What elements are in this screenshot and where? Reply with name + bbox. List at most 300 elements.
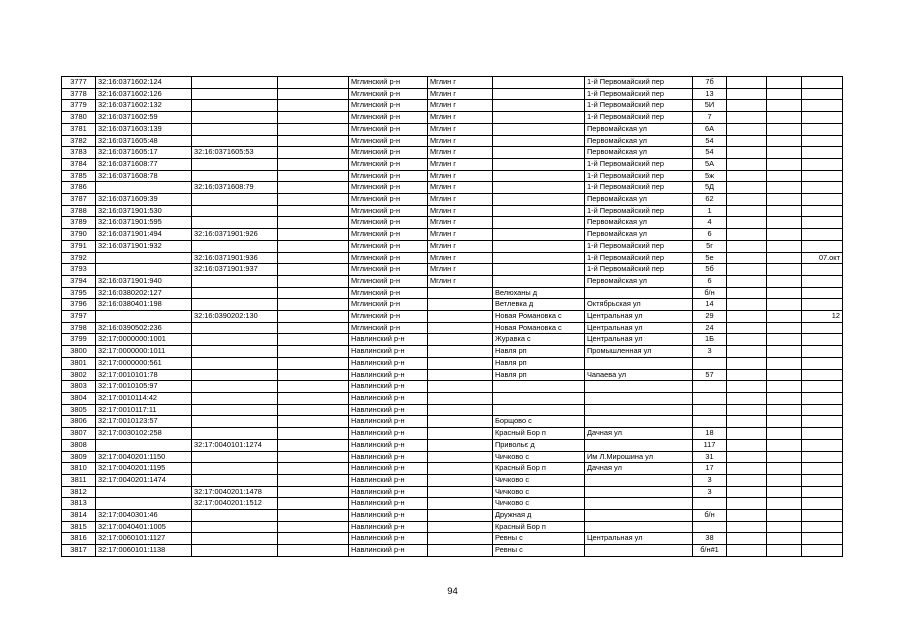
table-row (62, 88, 843, 100)
table-cell (493, 252, 585, 264)
table-cell (428, 498, 493, 510)
table-cell: 29 (693, 311, 727, 323)
table-cell: 3781 (62, 123, 96, 135)
table-cell: Центральная ул (585, 334, 693, 346)
table-cell: Мглин г (428, 240, 493, 252)
table-cell: Навлинский р-н (349, 334, 428, 346)
table-cell: 3793 (62, 264, 96, 276)
table-cell (727, 77, 767, 89)
table-row (62, 498, 843, 510)
table-cell: 3780 (62, 112, 96, 124)
table-cell (493, 135, 585, 147)
table-cell (493, 77, 585, 89)
table-cell (727, 545, 767, 557)
table-row (62, 158, 843, 170)
table-cell: 1-й Первомайский пер (585, 182, 693, 194)
table-row (62, 486, 843, 498)
table-cell (767, 357, 802, 369)
table-cell: Велюханы д (493, 287, 585, 299)
table-cell (767, 205, 802, 217)
table-cell: Привольє д (493, 439, 585, 451)
table-cell: Мглинский р-н (349, 264, 428, 276)
table-cell: Мглинский р-н (349, 158, 428, 170)
table-cell: 57 (693, 369, 727, 381)
table-cell: Мглинский р-н (349, 311, 428, 323)
table-cell (192, 112, 278, 124)
table-cell (493, 264, 585, 276)
table-cell: 32:16:0371901:530 (96, 205, 192, 217)
table-cell (802, 416, 843, 428)
table-cell (802, 194, 843, 206)
table-cell (585, 545, 693, 557)
table-cell (727, 510, 767, 522)
table-cell: Мглинский р-н (349, 112, 428, 124)
table-row (62, 346, 843, 358)
table-row (62, 533, 843, 545)
table-cell: 6 (693, 229, 727, 241)
table-cell: Мглин г (428, 229, 493, 241)
table-cell (192, 135, 278, 147)
table-cell: 1-й Первомайский пер (585, 264, 693, 276)
table-cell: 1-й Первомайский пер (585, 112, 693, 124)
table-cell (278, 381, 349, 393)
table-cell: 3801 (62, 357, 96, 369)
table-cell (802, 299, 843, 311)
table-cell: 3782 (62, 135, 96, 147)
table-cell (585, 486, 693, 498)
table-cell: 12 (802, 311, 843, 323)
table-cell (693, 357, 727, 369)
table-cell: 3810 (62, 463, 96, 475)
table-cell: 3 (693, 346, 727, 358)
table-cell (428, 439, 493, 451)
table-row (62, 123, 843, 135)
table-cell: 32:16:0371602:124 (96, 77, 192, 89)
table-cell: Красный Бор п (493, 428, 585, 440)
table-cell (727, 147, 767, 159)
table-cell: Мглинский р-н (349, 170, 428, 182)
table-cell: Мглинский р-н (349, 252, 428, 264)
table-cell (192, 451, 278, 463)
table-cell (802, 521, 843, 533)
table-cell (278, 521, 349, 533)
table-cell: Им Л.Мирошина ул (585, 451, 693, 463)
table-cell (727, 240, 767, 252)
table-cell (585, 439, 693, 451)
table-cell (493, 229, 585, 241)
table-cell (727, 194, 767, 206)
table-cell: 32:17:0000000:561 (96, 357, 192, 369)
table-cell (428, 451, 493, 463)
table-cell (802, 392, 843, 404)
table-cell (727, 275, 767, 287)
table-cell (727, 217, 767, 229)
table-cell: 32:16:0371901:936 (192, 252, 278, 264)
table-cell: Мглинский р-н (349, 194, 428, 206)
table-cell: 3813 (62, 498, 96, 510)
table-row (62, 100, 843, 112)
table-cell (278, 334, 349, 346)
table-cell (428, 322, 493, 334)
table-cell: 1 (693, 205, 727, 217)
table-cell (278, 357, 349, 369)
table-cell (767, 510, 802, 522)
table-cell (802, 229, 843, 241)
table-cell (767, 322, 802, 334)
table-row (62, 392, 843, 404)
table-cell: 32:17:0040301:46 (96, 510, 192, 522)
table-cell (802, 451, 843, 463)
table-cell (727, 381, 767, 393)
table-cell: 32:16:0371608:77 (96, 158, 192, 170)
table-cell: 4 (693, 217, 727, 229)
table-cell: Мглин г (428, 170, 493, 182)
table-cell (727, 334, 767, 346)
table-cell (428, 404, 493, 416)
table-cell (727, 346, 767, 358)
table-cell (278, 112, 349, 124)
table-cell (767, 77, 802, 89)
table-cell (278, 252, 349, 264)
table-cell: 32:17:0000000:1001 (96, 334, 192, 346)
table-row (62, 545, 843, 557)
table-cell: 32:16:0371602:132 (96, 100, 192, 112)
table-cell (493, 381, 585, 393)
table-cell: 3779 (62, 100, 96, 112)
table-cell: 3787 (62, 194, 96, 206)
table-cell (802, 240, 843, 252)
table-cell: Чапаева ул (585, 369, 693, 381)
table-cell: 32:17:0030102:258 (96, 428, 192, 440)
table-cell (96, 311, 192, 323)
table-cell: Мглинский р-н (349, 182, 428, 194)
table-cell: Навля рп (493, 357, 585, 369)
table-cell (428, 287, 493, 299)
table-cell: Навлинский р-н (349, 416, 428, 428)
table-cell (192, 416, 278, 428)
table-cell (192, 392, 278, 404)
table-cell (727, 170, 767, 182)
table-cell (278, 264, 349, 276)
table-cell: Навля рп (493, 346, 585, 358)
table-cell: 3808 (62, 439, 96, 451)
table-cell (802, 474, 843, 486)
table-cell (278, 369, 349, 381)
table-cell: 32:16:0371901:595 (96, 217, 192, 229)
table-cell (493, 182, 585, 194)
table-cell: 32:16:0371609:39 (96, 194, 192, 206)
table-cell (192, 88, 278, 100)
table-cell (802, 369, 843, 381)
table-row (62, 510, 843, 522)
table-row (62, 205, 843, 217)
table-cell: 32:16:0371901:937 (192, 264, 278, 276)
table-cell: Чичково с (493, 474, 585, 486)
table-cell (802, 357, 843, 369)
table-cell (802, 334, 843, 346)
table-cell: 32:17:0040201:1150 (96, 451, 192, 463)
table-cell: 5ж (693, 170, 727, 182)
table-cell (727, 498, 767, 510)
table-cell: Чичково с (493, 451, 585, 463)
table-row (62, 404, 843, 416)
data-table (61, 76, 843, 557)
table-cell: Мглин г (428, 217, 493, 229)
table-cell (278, 275, 349, 287)
table-cell: 32:17:0040201:1478 (192, 486, 278, 498)
table-row (62, 474, 843, 486)
table-cell (767, 404, 802, 416)
table-cell: Навлинский р-н (349, 346, 428, 358)
table-cell (192, 369, 278, 381)
table-cell: Мглинский р-н (349, 123, 428, 135)
table-cell: Первомайская ул (585, 275, 693, 287)
table-row (62, 322, 843, 334)
table-cell: Навлинский р-н (349, 510, 428, 522)
table-cell (767, 392, 802, 404)
table-cell: Мглин г (428, 100, 493, 112)
table-cell: 32:16:0371605:53 (192, 147, 278, 159)
table-cell: 3796 (62, 299, 96, 311)
table-row (62, 252, 843, 264)
table-cell (96, 264, 192, 276)
table-cell (278, 123, 349, 135)
table-cell: Навлинский р-н (349, 474, 428, 486)
table-cell (727, 322, 767, 334)
table-cell: б/н (693, 287, 727, 299)
table-cell (802, 381, 843, 393)
table-cell (192, 357, 278, 369)
table-cell (428, 486, 493, 498)
table-cell (727, 182, 767, 194)
table-cell: 1-й Первомайский пер (585, 240, 693, 252)
table-cell (192, 194, 278, 206)
table-cell: Новая Романовка с (493, 311, 585, 323)
table-cell (428, 357, 493, 369)
table-row (62, 112, 843, 124)
table-cell: 117 (693, 439, 727, 451)
table-cell: Навлинский р-н (349, 486, 428, 498)
table-cell: Первомайская ул (585, 135, 693, 147)
table-cell (192, 275, 278, 287)
table-cell (192, 158, 278, 170)
table-cell (278, 147, 349, 159)
table-row (62, 147, 843, 159)
table-row (62, 369, 843, 381)
table-cell (493, 170, 585, 182)
table-cell: 32:16:0390502:236 (96, 322, 192, 334)
table-cell (493, 404, 585, 416)
table-cell (802, 533, 843, 545)
table-cell: Навля рп (493, 369, 585, 381)
table-cell: 07.окт (802, 252, 843, 264)
table-cell: Чичково с (493, 486, 585, 498)
table-cell (802, 135, 843, 147)
table-cell: 6А (693, 123, 727, 135)
table-cell: Первомайская ул (585, 194, 693, 206)
table-cell (278, 311, 349, 323)
table-cell (428, 545, 493, 557)
table-cell (727, 123, 767, 135)
table-cell: Мглин г (428, 275, 493, 287)
table-cell: 32:17:0000000:1011 (96, 346, 192, 358)
table-cell: Мглин г (428, 264, 493, 276)
table-cell: 5г (693, 240, 727, 252)
table-cell: Мглинский р-н (349, 299, 428, 311)
table-cell (767, 463, 802, 475)
table-cell (727, 474, 767, 486)
table-cell: Навлинский р-н (349, 498, 428, 510)
table-cell (428, 346, 493, 358)
table-cell (767, 240, 802, 252)
table-cell (727, 392, 767, 404)
table-cell: 32:16:0371605:48 (96, 135, 192, 147)
table-cell (767, 451, 802, 463)
table-cell: Мглинский р-н (349, 229, 428, 241)
table-cell: 32:16:0371901:494 (96, 229, 192, 241)
table-cell (767, 486, 802, 498)
table-cell: 17 (693, 463, 727, 475)
table-row (62, 77, 843, 89)
table-cell: 1-й Первомайский пер (585, 205, 693, 217)
table-cell (585, 404, 693, 416)
table-cell: Мглин г (428, 194, 493, 206)
table-cell (428, 463, 493, 475)
table-cell: 3814 (62, 510, 96, 522)
table-cell: 3790 (62, 229, 96, 241)
table-cell (278, 404, 349, 416)
table-cell: 32:16:0371901:940 (96, 275, 192, 287)
table-cell: Мглин г (428, 252, 493, 264)
table-cell (693, 416, 727, 428)
table-row (62, 521, 843, 533)
table-cell (767, 229, 802, 241)
table-cell (428, 533, 493, 545)
table-cell: б/н (693, 510, 727, 522)
table-cell (192, 474, 278, 486)
table-cell (493, 112, 585, 124)
table-cell: 3789 (62, 217, 96, 229)
table-cell: 32:16:0371608:78 (96, 170, 192, 182)
table-cell (278, 88, 349, 100)
table-cell: Центральная ул (585, 311, 693, 323)
table-cell: Навлинский р-н (349, 451, 428, 463)
table-cell (192, 217, 278, 229)
table-cell (767, 194, 802, 206)
table-cell (727, 229, 767, 241)
table-cell: Мглин г (428, 135, 493, 147)
table-row (62, 416, 843, 428)
table-cell: 3792 (62, 252, 96, 264)
table-cell: Мглинский р-н (349, 322, 428, 334)
table-cell: 3815 (62, 521, 96, 533)
table-cell (192, 334, 278, 346)
table-cell (767, 264, 802, 276)
table-cell (802, 404, 843, 416)
table-cell (802, 463, 843, 475)
table-cell (192, 322, 278, 334)
table-cell: Красный Бор п (493, 521, 585, 533)
table-row (62, 194, 843, 206)
table-cell: 18 (693, 428, 727, 440)
table-cell: Навлинский р-н (349, 521, 428, 533)
table-cell: 3795 (62, 287, 96, 299)
table-cell (278, 498, 349, 510)
table-cell (802, 428, 843, 440)
table-row (62, 299, 843, 311)
table-cell: Мглин г (428, 112, 493, 124)
table-cell: Первомайская ул (585, 123, 693, 135)
table-cell: 14 (693, 299, 727, 311)
table-cell (767, 112, 802, 124)
table-cell (802, 264, 843, 276)
table-cell (802, 112, 843, 124)
table-cell: 32:17:0040401:1005 (96, 521, 192, 533)
table-cell: 3802 (62, 369, 96, 381)
table-cell: б/н#1 (693, 545, 727, 557)
table-cell: Ревны с (493, 533, 585, 545)
table-cell: 32:16:0371608:79 (192, 182, 278, 194)
table-row (62, 311, 843, 323)
table-cell: 32:17:0010105:97 (96, 381, 192, 393)
table-cell (802, 287, 843, 299)
table-cell: 3 (693, 486, 727, 498)
table-cell (192, 346, 278, 358)
table-cell (727, 205, 767, 217)
table-cell (802, 170, 843, 182)
table-cell: 5А (693, 158, 727, 170)
table-cell: Мглинский р-н (349, 287, 428, 299)
table-cell: 3786 (62, 182, 96, 194)
table-cell: 3783 (62, 147, 96, 159)
table-cell (278, 299, 349, 311)
table-row (62, 217, 843, 229)
table-cell: 32:17:0040101:1274 (192, 439, 278, 451)
table-cell: 32:17:0040201:1474 (96, 474, 192, 486)
table-cell: 3812 (62, 486, 96, 498)
table-cell (767, 545, 802, 557)
table-cell (493, 217, 585, 229)
table-cell (727, 299, 767, 311)
table-cell: Первомайская ул (585, 217, 693, 229)
table-cell: 3797 (62, 311, 96, 323)
table-cell (767, 100, 802, 112)
table-cell: 32:16:0380401:198 (96, 299, 192, 311)
table-cell (493, 392, 585, 404)
table-cell (428, 311, 493, 323)
table-cell: 32:17:0010123:57 (96, 416, 192, 428)
table-cell (727, 404, 767, 416)
table-cell (767, 217, 802, 229)
table-cell (802, 77, 843, 89)
table-cell: Мглин г (428, 123, 493, 135)
table-cell (278, 217, 349, 229)
table-row (62, 357, 843, 369)
table-cell (585, 474, 693, 486)
table-cell (767, 369, 802, 381)
table-cell (802, 217, 843, 229)
table-cell (767, 158, 802, 170)
table-cell (278, 346, 349, 358)
table-row (62, 381, 843, 393)
table-cell: 3799 (62, 334, 96, 346)
table-cell (192, 510, 278, 522)
table-cell: Первомайская ул (585, 229, 693, 241)
table-cell: Навлинский р-н (349, 392, 428, 404)
table-row (62, 229, 843, 241)
table-cell (802, 123, 843, 135)
table-cell (693, 521, 727, 533)
